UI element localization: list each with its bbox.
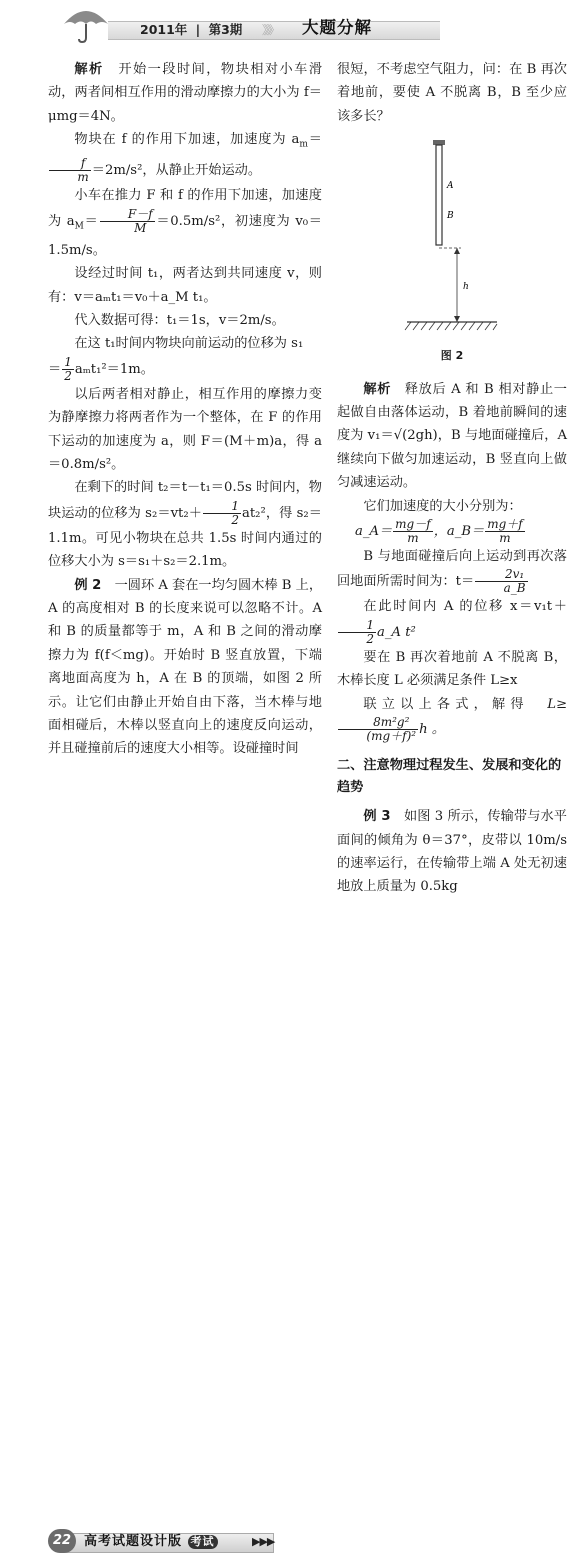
text-paragraph: B 与地面碰撞后向上运动到再次落回地面所需时间为：t＝ $\frac{\text{2v₁}}{a\_B}$: [337, 549, 567, 596]
text-paragraph: 以后两者相对静止，相互作用的摩擦力变为静摩擦力将两者作为一个整体，在 F 的作用下运动的加速度为 a，则 F＝(M＋m)a，得 a＝0.8m/s²。: [48, 386, 322, 472]
text-paragraph: 在这 t₁时间内物块向前运动的位移为 s₁: [74, 336, 304, 352]
solution-paragraph: 解析 开始一段时间，物块相对小车滑动，两者间相互作用的滑动摩擦力的大小为 f＝μmg＝4N。: [48, 62, 323, 124]
text-paragraph: 在剩下的时间 t₂＝t－t₁＝0.5s 时间内，物块运动的位移为 s₂＝vt₂＋ $\frac{1}{2}$ at₂²，得 s₂＝1.1m。可见小物块在总共 1.5s 时间内通过的位移大小为 s＝s₁＋s₂＝2.1m。: [48, 480, 322, 570]
header-arrows: 》》》: [262, 23, 278, 37]
umbrella-logo-icon: [62, 4, 110, 44]
footer-arrows: ▶▶▶: [252, 1535, 275, 1548]
figure-2: [337, 132, 567, 342]
text-paragraph: 代入数据可得：t₁＝1s，v＝2m/s。: [74, 312, 285, 328]
left-column: [48, 58, 322, 761]
text-paragraph: 很短，不考虑空气阻力，问：在 B 再次着地前，要使 A 不脱离 B，B 至少应该多长？: [337, 62, 567, 124]
rod-b-shape: [436, 145, 442, 245]
label-b: B: [447, 211, 454, 222]
result-formula: 联立以上各式，解得 L≥ $\frac{\text{8m²g²}}{\text{(mg＋f)²}}$ h 。: [337, 693, 567, 743]
figure-2-caption: 图 2: [440, 349, 464, 363]
exam-badge: 考试: [188, 1535, 218, 1549]
text-paragraph: 在此时间内 A 的位移 x＝v₁t＋ $\frac{1}{2}$ a_A t²: [337, 595, 567, 645]
column-title: 大题分解: [302, 18, 372, 37]
issue-info: 2011年 | 第3期: [140, 22, 243, 37]
example-2-paragraph: 例 2 一圆环 A 套在一均匀圆木棒 B 上，A 的高度相对 B 的长度来说可以忽略不计。A 和 B 的质量都等于 m，A 和 B 之间的滑动摩擦力为 f(f＜mg)。开始时 B 竖直放置，下端离地面高度为 h，A 在 B 的顶端，如图 2 所示。让它们由静止开始自由下落，当木棒与地面相碰后，木棒以竖直向上的速度反向运动，并且碰撞前后的速度大小相等。设碰撞时间: [48, 577, 323, 757]
label-a: A: [447, 181, 454, 192]
issue-number: 第3期: [208, 22, 243, 37]
text-paragraph: 小车在推力 F 和 f 的作用下加速，加速度为 $a_M=$ $\frac{F-f}{M}$ ＝0.5m/s²，初速度为 v₀＝1.5m/s。: [48, 188, 322, 258]
issue-year: 2011年: [140, 22, 188, 37]
page-header: [0, 0, 581, 44]
figure-2-diagram: [337, 132, 567, 337]
text-paragraph: 设经过时间 t₁，两者达到共同速度 v，则有：v＝aₘt₁＝v₀＋a_M t₁。: [48, 266, 322, 305]
solution-paragraph: 解析 释放后 A 和 B 相对静止一起做自由落体运动，B 着地前瞬间的速度为 v₁＝√(2gh)，B 与地面碰撞后，A 继续向下做匀加速运动，B 竖直向上做匀减速运动。: [337, 381, 567, 491]
acceleration-formula: a_A＝ $\frac{mg-f}{m}$ ，a_B＝ $\frac{mg+f}{m}$: [355, 517, 523, 546]
text-paragraph: 要在 B 再次着地前 A 不脱离 B，木棒长度 L 必须满足条件 L≥x: [337, 649, 567, 689]
example-3-paragraph: 例 3 如图 3 所示，传输带与水平面间的倾角为 θ＝37°，皮带以 10m/s 的速率运行，在传输带上端 A 处无初速地放上质量为 0.5kg: [337, 809, 567, 895]
text-paragraph: 它们加速度的大小分别为：: [363, 498, 522, 514]
ring-a-shape: [433, 140, 445, 145]
magazine-title: 高考试题设计版 考试: [84, 1533, 218, 1551]
label-h: h: [463, 282, 469, 293]
text-paragraph: 物块在 f 的作用下加速，加速度为 $a_m=$ $\frac{f}{m}$ ＝2m/s²，从静止开始运动。: [48, 128, 322, 184]
section-heading: 二、注意物理过程发生、发展和变化的趋势: [337, 758, 562, 796]
text-paragraph: ＝ $\frac{1}{2}$ aₘt₁²＝1m。: [48, 354, 154, 383]
page-number: 22: [48, 1529, 76, 1553]
